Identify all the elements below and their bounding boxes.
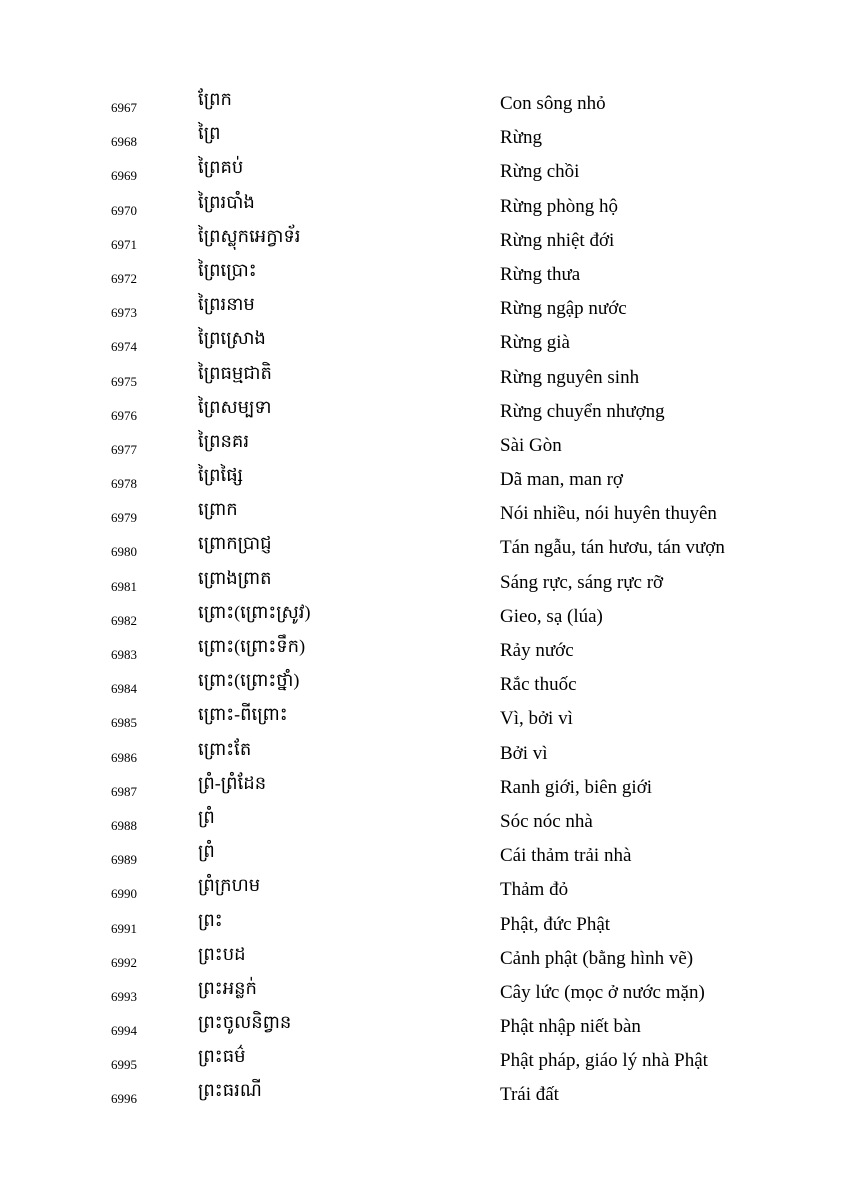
entry-number: 6977 <box>111 441 137 457</box>
entry-number: 6985 <box>111 715 137 731</box>
vietnamese-translation: Rắc thuốc <box>500 674 577 696</box>
entry-row <box>0 360 848 394</box>
khmer-term: ព្រៃរបាំង <box>198 191 255 212</box>
entry-number: 6978 <box>111 476 137 492</box>
vietnamese-translation: Cái thảm trải nhà <box>500 845 632 867</box>
khmer-term: ព្រំក្រហម <box>198 875 261 896</box>
entry-row <box>0 736 848 770</box>
vietnamese-translation: Rừng nguyên sinh <box>500 366 640 388</box>
khmer-term: ព្រះ <box>198 909 223 930</box>
entry-row <box>0 1077 848 1111</box>
entry-number: 6991 <box>111 920 137 936</box>
entry-row <box>0 120 848 154</box>
vietnamese-translation: Phật nhập niết bàn <box>500 1016 641 1038</box>
vietnamese-translation: Bởi vì <box>500 742 548 764</box>
entry-row <box>0 291 848 325</box>
entry-row <box>0 872 848 906</box>
entry-number: 6981 <box>111 578 137 594</box>
entry-row <box>0 154 848 188</box>
entry-row <box>0 394 848 428</box>
vietnamese-translation: Vì, bởi vì <box>500 708 573 730</box>
entry-row <box>0 428 848 462</box>
entry-number: 6971 <box>111 236 137 252</box>
vietnamese-translation: Sáng rực, sáng rực rỡ <box>500 571 664 593</box>
vietnamese-translation: Cảnh phật (bằng hình vẽ) <box>500 947 694 969</box>
vietnamese-translation: Rừng phòng hộ <box>500 195 618 217</box>
entry-number: 6983 <box>111 647 137 662</box>
khmer-term: ព្រៃសម្បទា <box>198 396 272 417</box>
khmer-term: ព្រំ <box>198 841 215 862</box>
entry-row <box>0 223 848 257</box>
vietnamese-translation: Phật, đức Phật <box>500 913 611 935</box>
entry-row <box>0 257 848 291</box>
entry-number: 6987 <box>111 783 137 799</box>
entry-number: 6989 <box>111 852 137 868</box>
entry-list <box>0 86 848 1112</box>
entry-number: 6970 <box>111 202 137 218</box>
entry-number: 6988 <box>111 817 137 833</box>
entry-number: 6975 <box>111 373 137 389</box>
khmer-term: ព្រៃធម្មជាតិ <box>198 362 272 383</box>
entry-row <box>0 804 848 838</box>
vietnamese-translation: Nói nhiều, nói huyên thuyên <box>500 503 717 525</box>
entry-number: 6967 <box>111 100 137 115</box>
entry-row <box>0 770 848 804</box>
entry-number: 6992 <box>111 954 137 970</box>
entry-number: 6995 <box>111 1057 137 1073</box>
entry-row <box>0 941 848 975</box>
khmer-term: ព្រោះ(ព្រោះទឹក) <box>198 636 306 656</box>
entry-row <box>0 189 848 223</box>
entry-row <box>0 701 848 735</box>
entry-row <box>0 1009 848 1043</box>
vietnamese-translation: Rừng thưa <box>500 263 581 285</box>
entry-number: 6976 <box>111 407 137 423</box>
entry-row <box>0 462 848 496</box>
entry-number: 6996 <box>111 1091 137 1107</box>
entry-row <box>0 86 848 120</box>
entry-number: 6973 <box>111 305 137 321</box>
vietnamese-translation: Gieo, sạ (lúa) <box>500 605 603 627</box>
khmer-term: ព្រោះ(ព្រោះស្រូវ) <box>198 601 311 622</box>
vietnamese-translation: Rừng già <box>500 332 570 354</box>
entry-number: 6994 <box>111 1023 137 1039</box>
khmer-term: ព្រោក <box>198 499 238 520</box>
khmer-term: ព្រែក <box>198 89 232 109</box>
khmer-term: ព្រំ-ព្រំដែន <box>198 772 267 793</box>
vietnamese-translation: Sài Gòn <box>500 434 562 456</box>
entry-row <box>0 1043 848 1077</box>
khmer-term: ព្រៃស្រោង <box>198 328 266 349</box>
entry-row <box>0 325 848 359</box>
entry-number: 6969 <box>111 168 137 184</box>
entry-number: 6968 <box>111 134 137 150</box>
entry-number: 6979 <box>111 510 137 526</box>
khmer-term: ព្រះធរណី <box>198 1080 262 1101</box>
vietnamese-translation: Ranh giới, biên giới <box>500 776 653 798</box>
vietnamese-translation: Rừng chồi <box>500 161 580 183</box>
dictionary-page <box>0 86 848 1112</box>
vietnamese-translation: Thảm đỏ <box>500 879 569 901</box>
entry-row <box>0 838 848 872</box>
khmer-term: ព្រៃរនាម <box>198 294 255 315</box>
vietnamese-translation: Trái đất <box>500 1084 559 1106</box>
vietnamese-translation: Rừng <box>500 127 542 149</box>
vietnamese-translation: Cây lức (mọc ở nước mặn) <box>500 981 705 1003</box>
khmer-term: ព្រះអន្លក់ <box>198 977 257 998</box>
khmer-term: ព្រៃប្រោះ <box>198 259 257 280</box>
khmer-term: ព្រះបដ <box>198 943 246 964</box>
entry-row <box>0 907 848 941</box>
entry-number: 6993 <box>111 988 137 1004</box>
khmer-term: ព្រោកប្រាជ្ញ <box>198 533 272 554</box>
entry-number: 6984 <box>111 681 137 697</box>
entry-row <box>0 496 848 530</box>
entry-row <box>0 667 848 701</box>
vietnamese-translation: Rảy nước <box>500 640 574 661</box>
vietnamese-translation: Rừng nhiệt đới <box>500 229 615 251</box>
vietnamese-translation: Rừng chuyển nhượng <box>500 400 665 422</box>
khmer-term: ព្រោះ-ពីព្រោះ <box>198 704 288 725</box>
entry-number: 6974 <box>111 339 137 355</box>
entry-number: 6972 <box>111 270 137 286</box>
vietnamese-translation: Rừng ngập nước <box>500 298 627 320</box>
khmer-term: ព្រៃផ្សៃ <box>198 465 243 486</box>
vietnamese-translation: Sóc nóc nhà <box>500 810 593 832</box>
khmer-term: ព្រៃ <box>198 123 221 144</box>
entry-row <box>0 975 848 1009</box>
entry-number: 6990 <box>111 886 137 902</box>
khmer-term: ព្រោងព្រាត <box>198 567 272 588</box>
entry-row <box>0 565 848 599</box>
khmer-term: ព្រំ <box>198 806 215 827</box>
khmer-term: ព្រោះ(ព្រោះថ្នាំ) <box>198 670 300 691</box>
entry-number: 6982 <box>111 612 137 628</box>
khmer-term: ព្រៃស្លុកអេក្វាទ័រ <box>198 225 301 246</box>
entry-row <box>0 530 848 564</box>
vietnamese-translation: Con sông nhỏ <box>500 93 606 114</box>
entry-number: 6986 <box>111 749 137 765</box>
vietnamese-translation: Dã man, man rợ <box>500 469 623 491</box>
khmer-term: ព្រះចូលនិព្វាន <box>198 1012 292 1033</box>
entry-row <box>0 633 848 667</box>
entry-row <box>0 599 848 633</box>
khmer-term: ព្រៃនគរ <box>198 430 250 451</box>
vietnamese-translation: Tán ngẫu, tán hươu, tán vượn <box>500 537 725 559</box>
khmer-term: ព្រះធម៌ <box>198 1046 246 1067</box>
khmer-term: ព្រៃគប់ <box>198 157 244 178</box>
vietnamese-translation: Phật pháp, giáo lý nhà Phật <box>500 1050 708 1072</box>
entry-number: 6980 <box>111 544 137 560</box>
khmer-term: ព្រោះតែ <box>198 738 252 759</box>
